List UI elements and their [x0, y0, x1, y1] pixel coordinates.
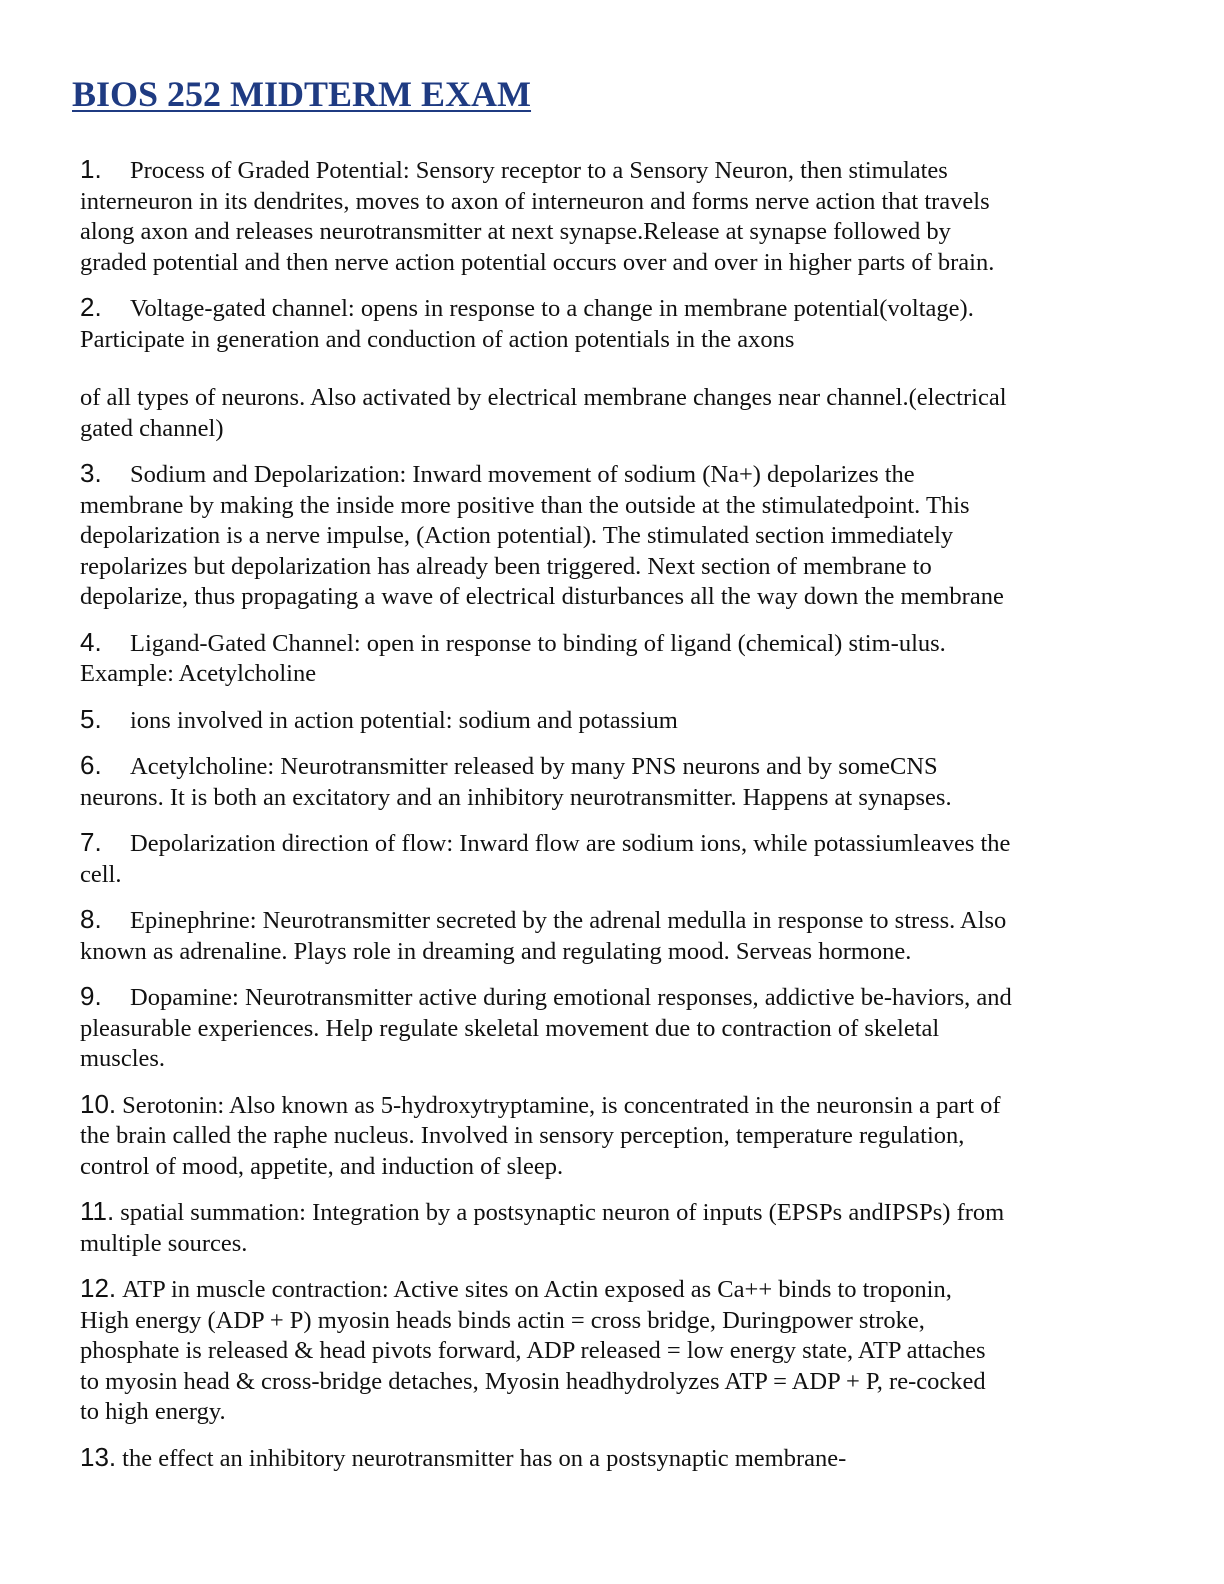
- question-line: control of mood, appetite, and induction of sleep.: [80, 1152, 564, 1180]
- question-line: to high energy.: [80, 1398, 226, 1425]
- question-line: to myosin head & cross-bridge detaches, Myosin headhydrolyzes ATP = ADP + P, re-cocked: [80, 1367, 986, 1395]
- question-item: [80, 981, 1160, 1075]
- question-line: graded potential and then nerve action potential occurs over and over in higher parts of brain.: [80, 248, 995, 276]
- question-item: [80, 1089, 1160, 1183]
- question-text: Epinephrine: Neurotransmitter secreted by the adrenal medulla in response to stress. Also: [130, 907, 1007, 934]
- question-number: 10.: [80, 1088, 117, 1119]
- question-line: depolarization is a nerve impulse, (Action potential). The stimulated section immediately: [80, 522, 954, 549]
- question-number: 9.: [80, 981, 102, 1011]
- question-line: High energy (ADP + P) myosin heads binds actin = cross bridge, Duringpower stroke,: [80, 1306, 925, 1334]
- question-line: [80, 1089, 1160, 1122]
- question-number: 7.: [80, 827, 102, 857]
- question-line: cell.: [80, 860, 122, 888]
- question-line: [80, 904, 1160, 937]
- question-line: known as adrenaline. Plays role in dreaming and regulating mood. Serveas hormone.: [80, 937, 912, 965]
- question-number: 6.: [80, 750, 102, 780]
- question-number: 8.: [80, 904, 102, 934]
- question-text: Serotonin: Also known as 5-hydroxytryptamine, is concentrated in the neuronsin a part of: [122, 1091, 1001, 1119]
- question-line: [80, 1273, 1160, 1306]
- question-line: gated channel): [80, 414, 224, 442]
- page-title: BIOS 252 MIDTERM EXAM: [72, 74, 532, 114]
- question-item: [80, 1273, 1160, 1428]
- question-line: [80, 458, 1160, 491]
- question-line: pleasurable experiences. Help regulate skeletal movement due to contraction of skeletal: [80, 1014, 940, 1042]
- question-item: [80, 904, 1160, 967]
- question-text: Acetylcholine: Neurotransmitter released by many PNS neurons and by someCNS: [130, 753, 938, 780]
- question-line: [80, 750, 1160, 783]
- question-text: Process of Graded Potential: Sensory receptor to a Sensory Neuron, then stimulates: [130, 157, 948, 184]
- question-item: [80, 750, 1160, 813]
- page-gap: [80, 355, 1160, 383]
- question-number: 2.: [80, 292, 102, 322]
- question-line: [80, 1442, 1160, 1475]
- question-item: [80, 1442, 1160, 1475]
- question-line: multiple sources.: [80, 1229, 248, 1257]
- question-line: repolarizes but depolarization has already been triggered. Next section of membrane to: [80, 552, 932, 580]
- question-line: [80, 827, 1160, 860]
- question-line: [80, 981, 1160, 1014]
- question-line: muscles.: [80, 1045, 166, 1072]
- question-number: 3.: [80, 458, 102, 488]
- question-text: Dopamine: Neurotransmitter active during emotional responses, addictive be-haviors, and: [130, 984, 1012, 1011]
- question-number: 4.: [80, 626, 102, 657]
- question-text: ATP in muscle contraction: Active sites on Actin exposed as Ca++ binds to troponin,: [122, 1276, 952, 1303]
- question-line: Participate in generation and conduction of action potentials in the axons: [80, 325, 795, 353]
- question-text: ions involved in action potential: sodium and potassium: [130, 706, 678, 734]
- question-line: [80, 154, 1160, 187]
- question-item: [80, 704, 1160, 737]
- question-text: spatial summation: Integration by a postsynaptic neuron of inputs (EPSPs andIPSPs) from: [120, 1199, 1005, 1226]
- question-list: [80, 154, 1160, 1488]
- question-item: [80, 827, 1160, 890]
- question-item: [80, 1196, 1160, 1259]
- question-number: 13.: [80, 1441, 117, 1472]
- question-text: Depolarization direction of flow: Inward flow are sodium ions, while potassiumleaves the: [130, 830, 1011, 857]
- question-number: 1.: [80, 154, 102, 184]
- question-item: [80, 627, 1160, 690]
- question-line: [80, 704, 1160, 737]
- question-item: [80, 292, 1160, 444]
- question-line: phosphate is released & head pivots forward, ADP released = low energy state, ATP attaches: [80, 1337, 986, 1364]
- question-line: [80, 627, 1160, 660]
- question-line: of all types of neurons. Also activated by electrical membrane changes near channel.(electrical: [80, 384, 1007, 411]
- question-line: depolarize, thus propagating a wave of electrical disturbances all the way down the membrane: [80, 583, 1004, 610]
- question-line: Example: Acetylcholine: [80, 660, 317, 687]
- question-line: [80, 292, 1160, 325]
- question-number: 5.: [80, 703, 102, 734]
- question-line: membrane by making the inside more positive than the outside at the stimulatedpoint. This: [80, 491, 970, 519]
- question-text: the effect an inhibitory neurotransmitter has on a postsynaptic membrane-: [122, 1444, 847, 1472]
- question-line: along axon and releases neurotransmitter at next synapse.Release at synapse followed by: [80, 218, 951, 245]
- question-text: Ligand-Gated Channel: open in response to binding of ligand (chemical) stim-ulus.: [130, 629, 946, 657]
- question-item: [80, 154, 1160, 278]
- question-number: 11.: [80, 1196, 115, 1226]
- question-text: Voltage-gated channel: opens in response to a change in membrane potential(voltage).: [130, 295, 974, 322]
- question-line: [80, 1196, 1160, 1229]
- question-number: 12.: [80, 1273, 117, 1303]
- question-line: the brain called the raphe nucleus. Involved in sensory perception, temperature regulation,: [80, 1122, 965, 1149]
- question-text: Sodium and Depolarization: Inward movement of sodium (Na+) depolarizes the: [130, 461, 915, 488]
- question-line: neurons. It is both an excitatory and an inhibitory neurotransmitter. Happens at synapses.: [80, 783, 952, 811]
- question-item: [80, 458, 1160, 613]
- question-line: interneuron in its dendrites, moves to axon of interneuron and forms nerve action that travels: [80, 187, 990, 215]
